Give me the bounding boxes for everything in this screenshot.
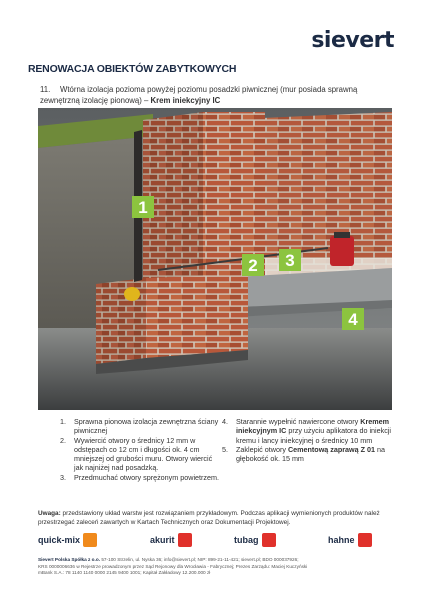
step-1: 1. Sprawna pionowa izolacja zewnętrzna ściany piwnicznej bbox=[60, 417, 219, 436]
svg-text:3: 3 bbox=[285, 251, 295, 270]
marker-2 bbox=[242, 254, 264, 276]
svg-text:4: 4 bbox=[348, 310, 358, 329]
step-2: 2. Wywiercić otwory o średnicy 12 mm w odstępach co 12 cm i długości ok. 4 cm mniejszej od grubości muru. Otwory wiercić jak najniżej nad posadzką. bbox=[60, 435, 213, 473]
wall-injection-illustration bbox=[38, 108, 392, 410]
brand-tubag: tubag bbox=[234, 533, 276, 547]
marker-3 bbox=[279, 249, 301, 271]
marker-4 bbox=[342, 308, 364, 330]
intro-number: 11. bbox=[40, 85, 51, 94]
note-text: przedstawiony układ warstw jest rozwiązaniem przykładowym. Podczas aplikacji wymienionych produktów należ przestrzegać zaleceń zawartych w Kartach Technicznych oraz Dokumentacji Projektowej. bbox=[38, 510, 380, 526]
illustration-svg bbox=[38, 108, 392, 410]
step-4: 4. Starannie wypełnić nawiercone otwory Kremem iniekcyjnym IC przy użyciu aplikatora do iniekcji kremu i lancy iniekcyjnej o średnicy 10 mm bbox=[222, 417, 392, 445]
note-label: Uwaga: bbox=[38, 510, 61, 517]
intro-product: Krem iniekcyjny IC bbox=[150, 96, 221, 105]
sievert-logo: sievert bbox=[311, 28, 394, 53]
brand-quick-mix: quick-mix bbox=[38, 533, 97, 547]
brand-logos-row bbox=[38, 533, 390, 551]
step-5: 5. Zaklepić otwory Cementową zaprawą Z 01 na głębokość ok. 15 mm bbox=[222, 444, 386, 464]
company-footer: Sievert Polska Spółka z o.o. 57-100 Strzelin, ul. Nyska 36; info@sievert.pl; NIP: 899-21-11-421; sievert.pl; BDO 000037926; KRS 0000006636 w Rejestrze prowadzonym przez Sąd Rejonowy dla Wrocławia - Fabrycznej; Prezes Zarządu: Maciej Kuczyński mBank S.A.: 78 1140 1140 0000 2145 9400 1001; Kapitał Zakładowy 12.200.000 zł bbox=[38, 557, 308, 576]
intro-paragraph bbox=[40, 84, 400, 106]
tubag-logo-icon bbox=[262, 533, 276, 547]
brand-hahne: hahne bbox=[328, 533, 372, 547]
quick-mix-logo-icon bbox=[83, 533, 97, 547]
note-paragraph bbox=[38, 510, 390, 527]
page-title: RENOWACJA OBIEKTÓW ZABYTKOWYCH bbox=[28, 63, 237, 75]
hahne-logo-icon bbox=[358, 533, 372, 547]
intro-text-line1: Wtórna izolacja pozioma powyżej poziomu posadzki piwnicznej (mur posiada sprawną bbox=[60, 85, 358, 94]
svg-text:1: 1 bbox=[138, 198, 148, 217]
marker-1 bbox=[132, 196, 154, 218]
steps-left-column bbox=[60, 417, 220, 482]
steps-right-column bbox=[222, 417, 392, 463]
step-3: 3. Przedmuchać otwory sprężonym powietrzem. bbox=[60, 472, 219, 482]
svg-text:2: 2 bbox=[248, 256, 258, 275]
brand-akurit: akurit bbox=[150, 533, 192, 547]
intro-text-line2: zewnętrzną izolację pionową) – bbox=[40, 96, 151, 105]
akurit-logo-icon bbox=[178, 533, 192, 547]
footer-company: Sievert Polska Spółka z o.o. bbox=[38, 557, 101, 562]
